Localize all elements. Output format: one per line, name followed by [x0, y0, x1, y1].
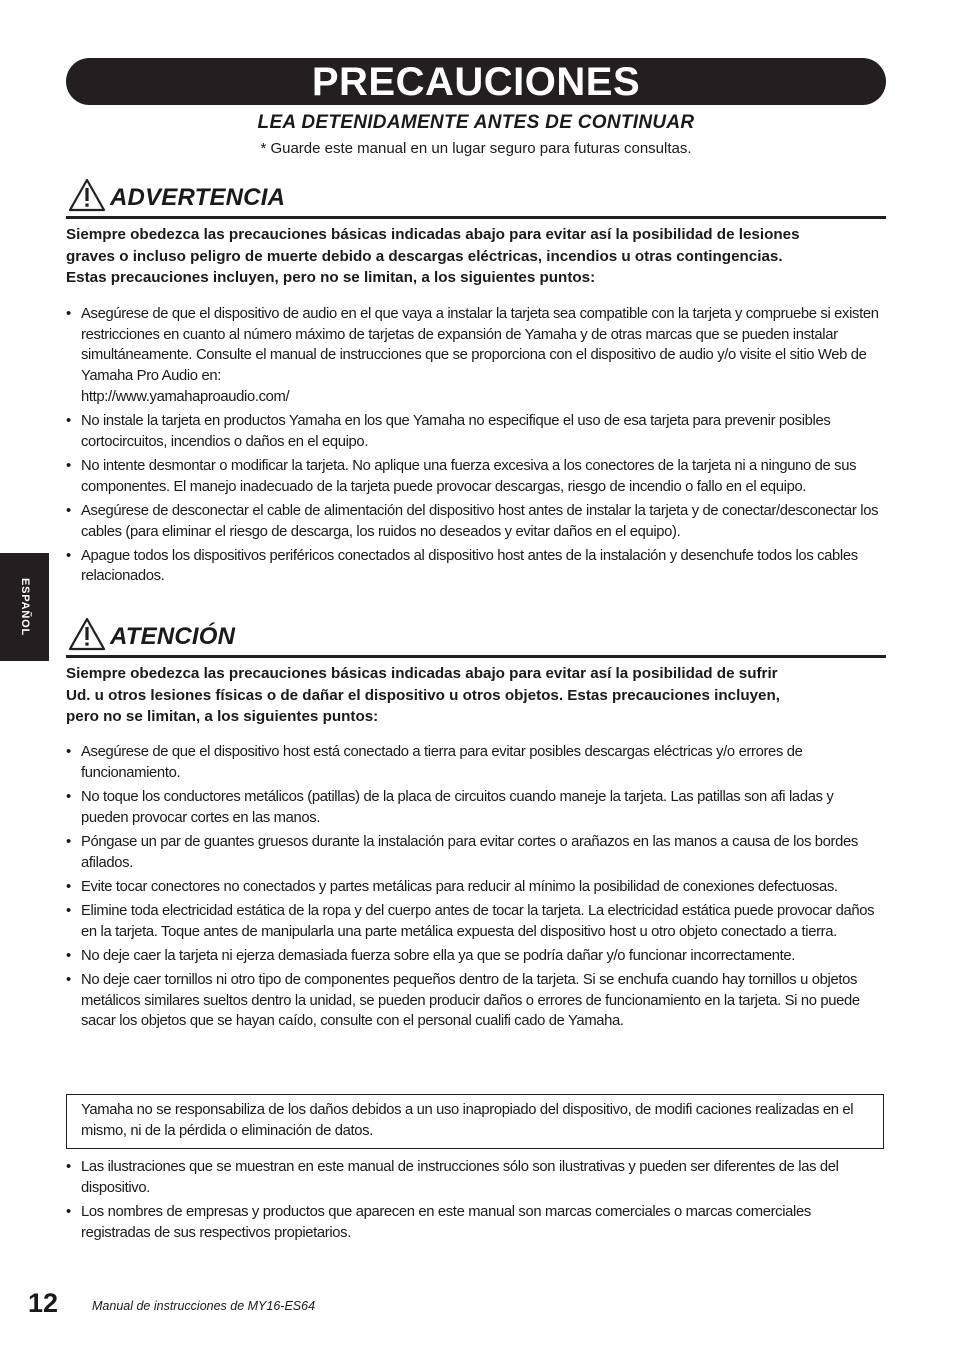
list-item: [66, 1157, 881, 1198]
list-item: [66, 546, 881, 587]
list-item: [66, 456, 881, 497]
list-item: [66, 946, 881, 967]
list-item: [66, 1202, 881, 1243]
bullet-dot: •: [66, 1203, 71, 1220]
bullet-dot: •: [66, 947, 71, 964]
advertencia-title: ADVERTENCIA: [110, 184, 286, 211]
bullet-dot: •: [66, 878, 71, 895]
list-item: [66, 832, 881, 873]
intro-line: Siempre obedezca las precauciones básicas indicadas abajo para evitar así la posibilidad de lesiones: [66, 226, 800, 243]
intro-line: Estas precauciones incluyen, pero no se limitan, a los siguientes puntos:: [66, 269, 596, 286]
page-title: PRECAUCIONES: [311, 59, 641, 104]
page-number: 12: [28, 1288, 59, 1318]
list-item: [66, 742, 881, 783]
list-item-text: Las ilustraciones que se muestran en este manual de instrucciones sólo son ilustrativas y pueden ser diferentes de las del dispositivo.: [81, 1159, 839, 1196]
bullet-dot: •: [66, 457, 71, 474]
list-item: [66, 411, 881, 452]
atencion-list: [66, 742, 881, 1036]
list-item-text: Asegúrese de desconectar el cable de alimentación del dispositivo host antes de instalar la tarjeta y de conectar/desconectar los cables (para eliminar el riesgo de descarga, los ruidos no deseados y evitar daños en el equipo).: [81, 502, 879, 540]
list-item-text: No deje caer tornillos ni otro tipo de componentes pequeños dentro de la tarjeta. Si se enchufa cuando hay tornillos u objetos metálicos similares sueltos dentro la unidad, se pueden producir daños o errores de funcionamiento en la tarjeta. Si no puede sacar los objetos que se hayan caído, consulte con el personal cualifi cado de Yamaha.: [81, 972, 860, 1030]
list-item-text: Póngase un par de guantes gruesos durante la instalación para evitar cortes o arañazos en las manos a causa de los bordes afilados.: [81, 833, 858, 871]
bullet-dot: •: [66, 972, 71, 989]
list-item-text: Elimine toda electricidad estática de la ropa y del cuerpo antes de tocar la tarjeta. La electricidad estática puede provocar daños en la tarjeta. Toque antes de manipularla una parte metálica expuesta del dispositivo host u otro objeto conectado a tierra.: [81, 902, 875, 940]
bullet-dot: •: [66, 902, 71, 919]
bullet-dot: •: [66, 413, 71, 430]
advertencia-intro: [66, 224, 866, 289]
bullet-dot: •: [66, 788, 71, 805]
lead-sub: * Guarde este manual en un lugar seguro para futuras consultas.: [260, 140, 692, 157]
list-item-text: No deje caer la tarjeta ni ejerza demasiada fuerza sobre ella ya que se podría dañar y/o funcionar incorrectamente.: [81, 947, 796, 964]
bullet-dot: •: [66, 744, 71, 760]
list-item-text: No toque los conductores metálicos (patillas) de la placa de circuitos cuando maneje la tarjeta. Las patillas son afi ladas y pueden provocar cortes en las manos.: [81, 788, 834, 826]
list-item-text: Asegúrese de que el dispositivo de audio en el que vaya a instalar la tarjeta sea compatible con la tarjeta y compruebe si existen restricciones en cuanto al número máximo de tarjetas de expansión de Yamaha y de otras marcas que se pueden instalar simultáneamente. Consulte el manual de instrucciones que se proporciona con el dispositivo de audio y/o visite el sitio Web de Yamaha Pro Audio en: http://www.yamahaproaudio.com/: [81, 306, 879, 405]
bullet-dot: •: [66, 833, 71, 850]
atencion-intro: [66, 663, 866, 728]
list-item-text: No instale la tarjeta en productos Yamaha en los que Yamaha no especifique el uso de esa tarjeta para prevenir posibles cortocircuitos, incendios o daños en el equipo.: [81, 413, 831, 450]
language-tab-label: ESPAÑOL: [18, 578, 31, 636]
list-item-text: Los nombres de empresas y productos que aparecen en este manual son marcas comerciales o marcas comerciales registradas de sus respectivos propietarios.: [81, 1203, 811, 1241]
warning-triangle-icon: [68, 617, 106, 651]
lead-main: LEA DETENIDAMENTE ANTES DE CONTINUAR: [257, 112, 695, 133]
title-banner: [66, 58, 886, 105]
list-item: [66, 501, 881, 542]
list-item-text: Evite tocar conectores no conectados y partes metálicas para reducir al mínimo la posibilidad de conexiones defectuosas.: [81, 878, 838, 895]
advertencia-heading: [66, 176, 886, 219]
notice-box: Yamaha no se responsabiliza de los daños debidos a un uso inapropiado del dispositivo, de modifi caciones realizadas en el mismo, ni de la pérdida o eliminación de datos.: [66, 1094, 884, 1149]
list-item: [66, 787, 881, 828]
intro-line: Ud. u otros lesiones físicas o de dañar el dispositivo u otros objetos. Estas precauciones incluyen,: [66, 686, 780, 704]
list-item: [66, 877, 881, 898]
language-tab: [0, 553, 49, 661]
list-item-text: Asegúrese de que el dispositivo host está conectado a tierra para evitar posibles descargas eléctricas y/o errores de funcionamiento.: [81, 744, 803, 781]
bullet-dot: •: [66, 547, 71, 564]
list-item-text: Apague todos los dispositivos periféricos conectados al dispositivo host antes de la instalación y desenchufe todos los cables relacionados.: [81, 547, 858, 585]
list-item: [66, 304, 881, 408]
bullet-dot: •: [66, 502, 71, 519]
bullet-dot: •: [66, 1159, 71, 1175]
list-item: [66, 901, 881, 942]
bullet-dot: •: [66, 306, 71, 322]
list-item: [66, 970, 881, 1032]
atencion-title: ATENCIÓN: [110, 623, 236, 650]
advertencia-list: [66, 304, 881, 591]
atencion-heading: [66, 615, 886, 658]
warning-triangle-icon: [68, 178, 106, 212]
intro-line: pero no se limitan, a los siguientes puntos:: [66, 708, 379, 725]
notes-list: [66, 1157, 881, 1247]
lead-block: [66, 112, 886, 157]
intro-line: graves o incluso peligro de muerte debido a descargas eléctricas, incendios u otras contingencias.: [66, 247, 783, 265]
intro-line: Siempre obedezca las precauciones básicas indicadas abajo para evitar así la posibilidad de sufrir: [66, 665, 778, 682]
list-item-text: No intente desmontar o modificar la tarjeta. No aplique una fuerza excesiva a los conectores de la tarjeta ni a ninguno de sus componentes. El manejo inadecuado de la tarjeta puede provocar descargas, riesgo de incendio o fallo en el equipo.: [81, 457, 857, 495]
footer-manual-title: Manual de instrucciones de MY16-ES64: [92, 1299, 316, 1313]
